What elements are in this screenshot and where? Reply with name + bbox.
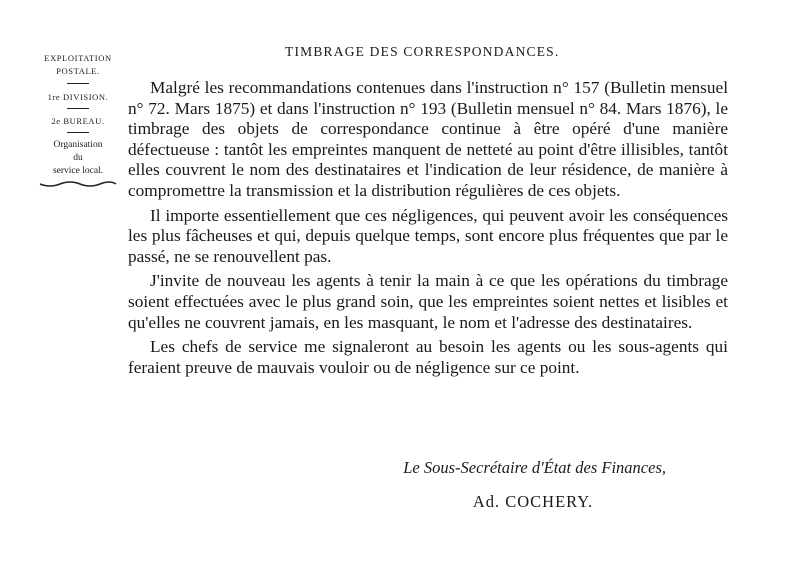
paragraph: Malgré les recommandations contenues dans l'instruction n° 157 (Bulletin mensuel n° 72. Mars 1875) et dans l'instruction n° 193 (Bulletin mensuel n° 84. Mars 1876), le timbrage des objets de correspondance continue à être opéré d'une manière défectueuse : tantôt les empreintes manquent de netteté au point d'être illisibles, tantôt elles couvrent le nom des destinataires et l'indication de leur résidence, de manière à compromettre la transmission et la distribution régulières de ces objets. [128,78,728,200]
margin-divider [67,132,89,133]
margin-organisation: Organisation [53,140,103,150]
margin-du: du [73,153,83,163]
signature-title: Le Sous-Secrétaire d'État des Finances, [403,458,666,477]
margin-postale: POSTALE. [56,66,100,76]
page-title: TIMBRAGE DES CORRESPONDANCES. [285,44,560,59]
signature-prefix: Ad. [472,492,501,511]
signature-name [128,492,728,512]
paragraph: Il importe essentiellement que ces négligences, qui peuvent avoir les conséquences les plus fâcheuses et qui, depuis quelque temps, sont encore plus fréquentes que par le passé, ne se renouvellent pas. [128,205,728,266]
margin-divider [67,83,89,84]
paragraph: Les chefs de service me signaleront au besoin les agents ou les sous-agents qui feraient preuve de mauvais vouloir ou de négligence sur ce point. [128,337,728,377]
margin-division: 1re DIVISION. [47,92,109,102]
paragraph: J'invite de nouveau les agents à tenir la main à ce que les opérations du timbrage soient effectuées avec le plus grand soin, que les empreintes soient nettes et lisibles et qu'elles ne couvrent jamais, en les masquant, le nom et l'adresse des destinataires. [128,271,728,332]
signature-surname: COCHERY. [505,492,594,511]
margin-notes [22,52,134,188]
body-text [128,78,728,382]
margin-exploitation: EXPLOITATION [44,53,112,63]
margin-bureau: 2e BUREAU. [51,116,105,126]
margin-divider [67,108,89,109]
margin-service-local: service local. [52,166,104,176]
ornament-squiggle [38,180,118,188]
